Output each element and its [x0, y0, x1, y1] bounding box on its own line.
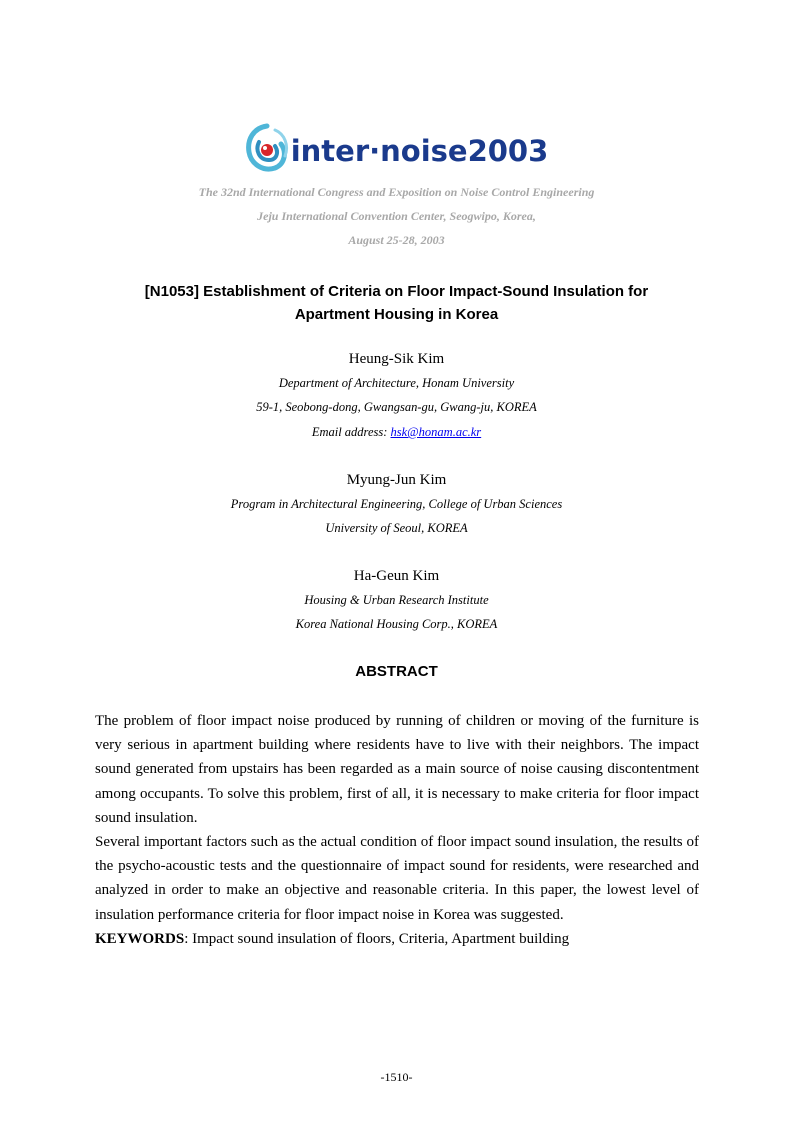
conference-line-2: Jeju International Convention Center, Seogwipo, Korea,	[257, 209, 536, 223]
keywords-label: KEYWORDS	[95, 930, 185, 947]
author-1-affiliation-1: Department of Architecture, Honam University	[278, 376, 515, 390]
author-1-email-line	[0, 425, 793, 440]
author-1-affiliation-2: 59-1, Seobong-dong, Gwangsan-gu, Gwang-ju, KOREA	[256, 400, 537, 414]
logo-wordmark: inter·noise2003	[290, 134, 549, 168]
conference-line-1: The 32nd International Congress and Exposition on Noise Control Engineering	[198, 185, 595, 199]
author-name-3: Ha-Geun Kim	[353, 568, 440, 584]
paper-title-line-1: [N1053] Establishment of Criteria on Floor Impact-Sound Insulation for	[144, 283, 649, 300]
author-3-affiliation-1: Housing & Urban Research Institute	[304, 593, 489, 607]
author-2-affiliation-1: Program in Architectural Engineering, College of Urban Sciences	[230, 497, 563, 511]
abstract-paragraph-2: Several important factors such as the actual condition of floor impact sound insulation, the results of the psycho-acoustic tests and the questionnaire of impact sound for residents, were researched and analyzed in order to make an objective and reasonable criteria. In this paper, the lowest level of insulation performance criteria for floor impact noise in Korea was suggested.	[95, 834, 699, 923]
email-label: Email address:	[311, 425, 391, 439]
author-name-2: Myung-Jun Kim	[346, 472, 447, 488]
abstract-paragraph-1: The problem of floor impact noise produced by running of children or moving of the furniture is very serious in apartment building where residents have to live with their neighbors. The impact sound generated from upstairs has been regarded as a main source of noise causing discontentment among occupants. To solve this problem, first of all, it is necessary to make criteria for floor impact sound insulation.	[95, 713, 699, 826]
swirl-icon	[245, 122, 289, 174]
author-2-affiliation-2: University of Seoul, KOREA	[325, 521, 468, 535]
paper-title-line-2: Apartment Housing in Korea	[294, 306, 499, 323]
email-link[interactable]: hsk@honam.ac.kr	[390, 425, 482, 439]
abstract-heading: ABSTRACT	[355, 663, 438, 680]
abstract-body	[95, 709, 699, 951]
page-number: -1510-	[380, 1070, 413, 1084]
conference-line-3: August 25-28, 2003	[348, 233, 445, 247]
author-name-1: Heung-Sik Kim	[348, 351, 445, 367]
paper-title	[60, 280, 733, 326]
conference-logo	[0, 118, 793, 178]
author-3-affiliation-2: Korea National Housing Corp., KOREA	[295, 617, 498, 631]
keywords-text: : Impact sound insulation of floors, Criteria, Apartment building	[184, 930, 570, 947]
keywords-line	[95, 927, 699, 951]
